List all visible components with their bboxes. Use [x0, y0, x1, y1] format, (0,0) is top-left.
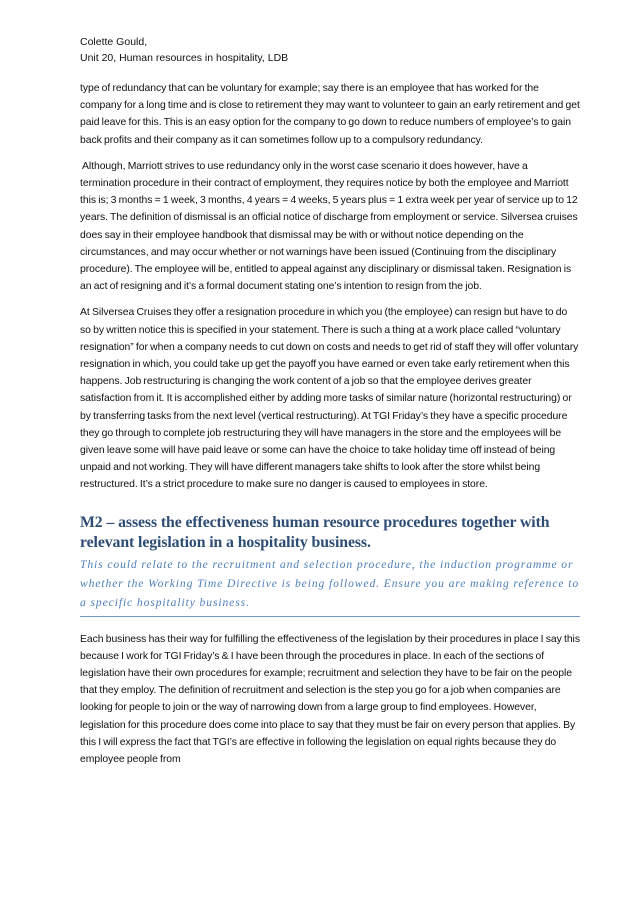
section-subtitle: This could relate to the recruitment and selection procedure, the induction programme or whether the Working Time Directive is being followed. Ensure you are making reference to a specific hospitality business.: [80, 555, 580, 617]
paragraph-dismissal: Although, Marriott strives to use redundancy only in the worst case scenario it does however, have a termination procedure in their contract of employment, they requires notice by both the employee and Marriott this is; 3 months = 1 week, 3 months, 4 years = 4 weeks, 5 years plus = 1 extra week per year of service up to 12 years. The definition of dismissal is an official notice of discharge from employment or service. Silversea cruises does say in their employee handbook that dismissal may be with or without notice depending on the circumstances, and may occur whether or not warnings have been issued (Continuing from the disciplinary procedure). The employee will be, entitled to appeal against any disciplinary or dismissal taken. Resignation is an act of resigning and it’s a formal document stating one’s intention to resign from the job.: [80, 160, 578, 293]
paragraph-redundancy: type of redundancy that can be voluntary for example; say there is an employee that has worked for the company for a long time and is close to retirement they may want to volunteer to gain an early retirement and get paid leave for this. This is an easy option for the company to go down to reduce numbers of employee’s to gain back profits and their company as it can sometimes follow up to a compulsory redundancy.: [80, 83, 580, 146]
paragraph-resignation: At Silversea Cruises they offer a resignation procedure in which you (the employee) can resign but have to do so by written notice this is specified in your statement. There is such a thing at a work place called “voluntary resignation” for when a company needs to cut down on costs and needs to get rid of staff they will offer voluntary resignation in which, you could take up get the payoff you have earned or even take early retirement when this happens. Job restructuring is changing the work content of a job so that the employee derives greater satisfaction from it. It is accomplished either by adding more tasks of similar nature (horizontal restructuring) or by transferring tasks from the next level (vertical restructuring). At TGI Friday’s they have a specific procedure they go through to complete job restructuring they will have managers in the store and the employees will be given leave some will have paid leave or some can have the choice to take holiday time off instead of being unpaid and not working. They will have different managers take shifts to look after the store whilst being restructured. It’s a strict procedure to make sure no danger is caused to employees in store.: [80, 307, 579, 491]
document-header: [80, 34, 580, 66]
author-name: Colette Gould,: [80, 36, 148, 48]
spacer: [80, 503, 580, 513]
paragraph-legislation: Each business has their way for fulfilling the effectiveness of the legislation by their procedures in place I say this because I work for TGI Friday’s & I have been through the procedures in place. In each of the sections of legislation have their own procedures for example; recruitment and selection they have to be fair on the people that they employ. The definition of recruitment and selection is the step you go for a job when companies are looking for people to join or the way of narrowing down from a large group to find employees. However, legislation for this procedure does come into place to say that they must be fair on every person that applies. By this I will express the fact that TGI’s are effective in following the legislation on equal rights because they do employee people from: [80, 633, 580, 766]
section-heading: M2 – assess the effectiveness human resource procedures together with relevant legislation in a hospitality business.: [80, 513, 550, 551]
unit-title: Unit 20, Human resources in hospitality, LDB: [80, 52, 289, 64]
spacer: [80, 617, 580, 631]
